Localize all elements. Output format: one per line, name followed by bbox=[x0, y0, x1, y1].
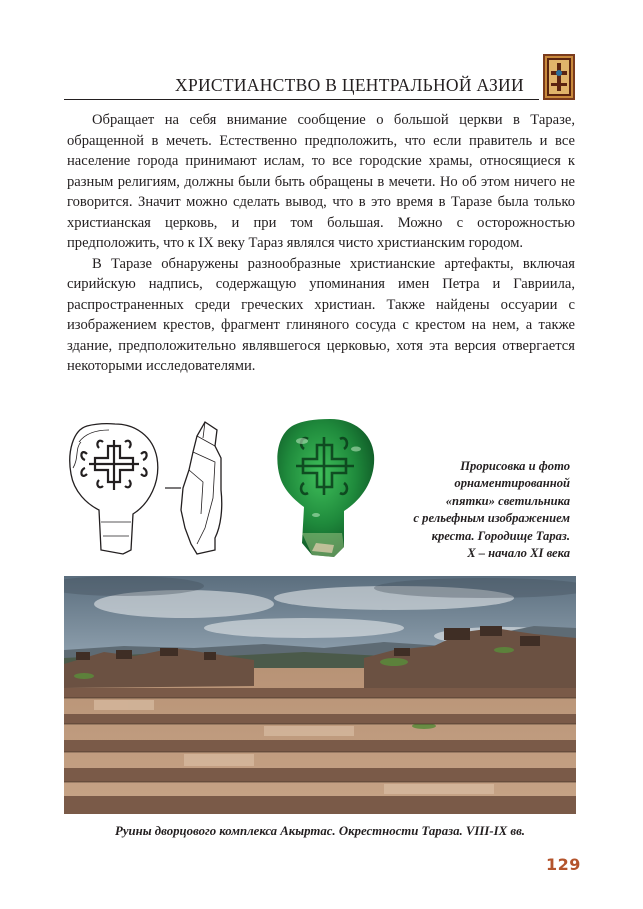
page-number: 129 bbox=[546, 855, 581, 874]
caption-line: Прорисовка и фото bbox=[460, 459, 570, 473]
caption-line: креста. Городище Тараз. bbox=[431, 528, 570, 543]
running-header-title: ХРИСТИАНСТВО В ЦЕНТРАЛЬНОЙ АЗИИ bbox=[175, 75, 524, 95]
lamp-figure-caption bbox=[400, 458, 570, 562]
caption-line: X – начало XI века bbox=[467, 546, 570, 561]
ruins-photo-caption: Руины дворцового комплекса Акыртас. Окрестности Тараза. VIII-IX вв. bbox=[115, 824, 525, 838]
lamp-drawing bbox=[65, 418, 261, 564]
paragraph: В Таразе обнаружены разнообразные христианские артефакты, включая сирийскую надпись, содержащую упоминания имен Петра и Гавриила, распространенных среди греческих христиан. Также найдены оссуарии с изображением крестов, фрагмент глиняного сосуда с крестом на нем, а также здание, предположительно являвшегося церковью, хотя эта версия отвергается некоторыми исследователями. bbox=[67, 255, 575, 374]
header-rule bbox=[64, 99, 539, 100]
lamp-photo bbox=[272, 415, 384, 563]
cross-ornament-icon bbox=[543, 54, 575, 100]
caption-line: с рельефным изображением bbox=[413, 511, 570, 526]
lamp-side-drawing bbox=[181, 422, 222, 554]
lamp-front-drawing bbox=[70, 424, 158, 554]
caption-line: «пятки» светильника bbox=[445, 493, 570, 508]
article-body bbox=[67, 110, 575, 377]
caption-line: орнаментированной bbox=[454, 476, 570, 491]
ruins-photo bbox=[64, 576, 576, 814]
paragraph: Обращает на себя внимание сообщение о большой церкви в Таразе, обращенной в мечеть. Естественно предположить, что если правитель и все население города принимают ислам, то все городские храмы, относящиеся к разным религиям, должны были быть обращены в мечети. Но об этом ничего не говорится. Значит можно сделать вывод, что в это время в Таразе была только христианская церковь, и при том большая. Можно с осторожностью предположить, что к IX веку Тараз являлся чисто христианским городом. bbox=[67, 112, 575, 251]
